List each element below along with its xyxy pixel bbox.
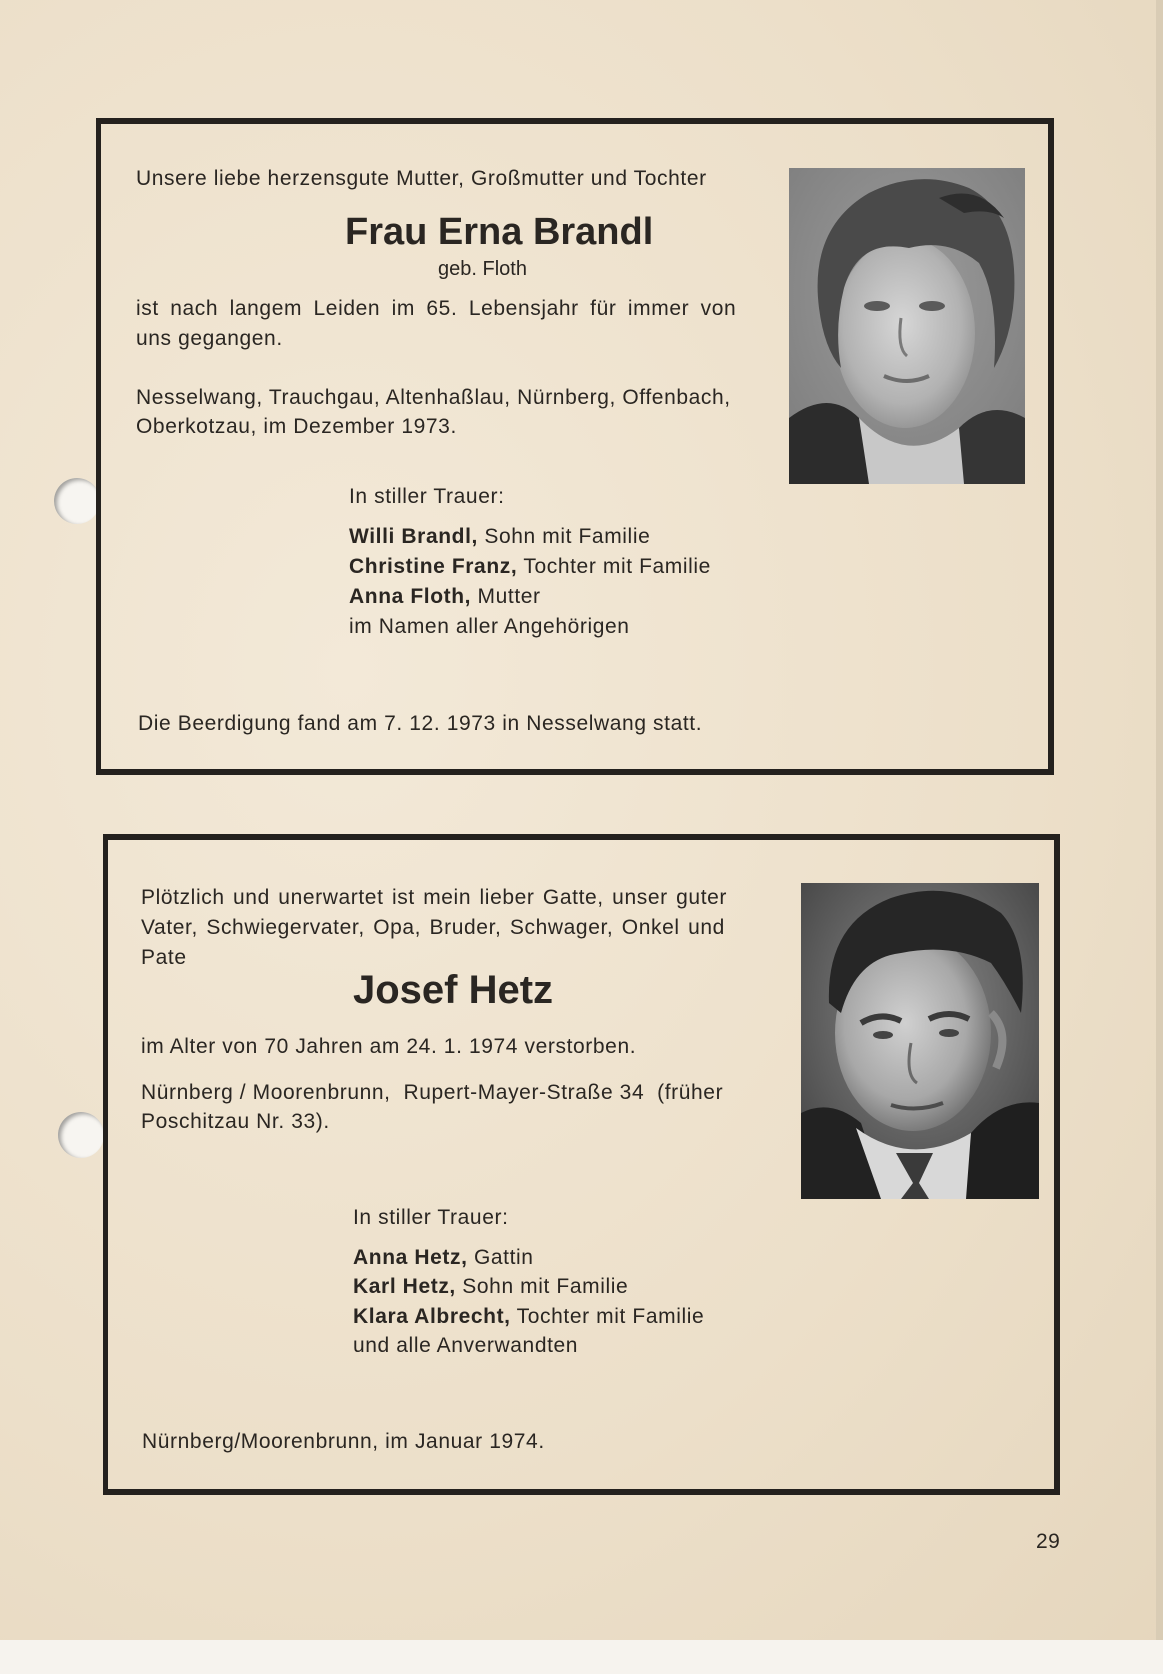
obituary-notice-hetz — [103, 834, 1060, 1495]
mourning-heading: In stiller Trauer: — [353, 1206, 509, 1229]
mourner-line: Karl Hetz, Sohn mit Familie — [353, 1275, 629, 1298]
punch-hole-bottom — [58, 1112, 104, 1158]
deceased-name: Frau Erna Brandl — [345, 211, 654, 253]
funeral-info: Die Beerdigung fand am 7. 12. 1973 in Nesselwang statt. — [138, 712, 703, 735]
woman-portrait-image — [789, 168, 1025, 484]
death-text-line-2: uns gegangen. — [136, 327, 283, 350]
address-line-2: Poschitzau Nr. 33). — [141, 1110, 330, 1133]
intro-text-line-3: Pate — [141, 946, 187, 969]
intro-text-line-1: Plötzlich und unerwartet ist mein lieber Gatte, unser guter — [141, 886, 727, 909]
page-bottom-margin — [0, 1640, 1163, 1674]
death-text-line-1: ist nach langem Leiden im 65. Lebensjahr für immer von — [136, 297, 737, 320]
mourner-line: Willi Brandl, Sohn mit Familie — [349, 525, 651, 548]
address-line-1: Nürnberg / Moorenbrunn, Rupert-Mayer-Straße 34 (früher — [141, 1081, 724, 1104]
mourning-heading: In stiller Trauer: — [349, 485, 505, 508]
mourner-closing: und alle Anverwandten — [353, 1334, 579, 1357]
mourner-line: Klara Albrecht, Tochter mit Familie — [353, 1305, 705, 1328]
mourner-line: Anna Floth, Mutter — [349, 585, 541, 608]
obituary-notice-brandl — [96, 118, 1054, 775]
mourner-closing: im Namen aller Angehörigen — [349, 615, 630, 638]
portrait-photo-woman — [789, 168, 1025, 484]
death-text: im Alter von 70 Jahren am 24. 1. 1974 verstorben. — [141, 1035, 637, 1058]
portrait-photo-man — [801, 883, 1039, 1199]
punch-hole-top — [54, 478, 100, 524]
intro-text-line-2: Vater, Schwiegervater, Opa, Bruder, Schwager, Onkel und — [141, 916, 725, 939]
maiden-name: geb. Floth — [438, 258, 527, 280]
mourner-line: Anna Hetz, Gattin — [353, 1246, 534, 1269]
man-portrait-image — [801, 883, 1039, 1199]
places-line-1: Nesselwang, Trauchgau, Altenhaßlau, Nürnberg, Offenbach, — [136, 386, 731, 409]
places-line-2: Oberkotzau, im Dezember 1973. — [136, 415, 457, 438]
intro-text: Unsere liebe herzensgute Mutter, Großmutter und Tochter — [136, 167, 707, 190]
page-edge — [1156, 0, 1163, 1674]
deceased-name: Josef Hetz — [353, 968, 554, 1012]
place-and-date: Nürnberg/Moorenbrunn, im Januar 1974. — [142, 1430, 545, 1453]
page-number: 29 — [1036, 1530, 1061, 1553]
mourner-line: Christine Franz, Tochter mit Familie — [349, 555, 711, 578]
